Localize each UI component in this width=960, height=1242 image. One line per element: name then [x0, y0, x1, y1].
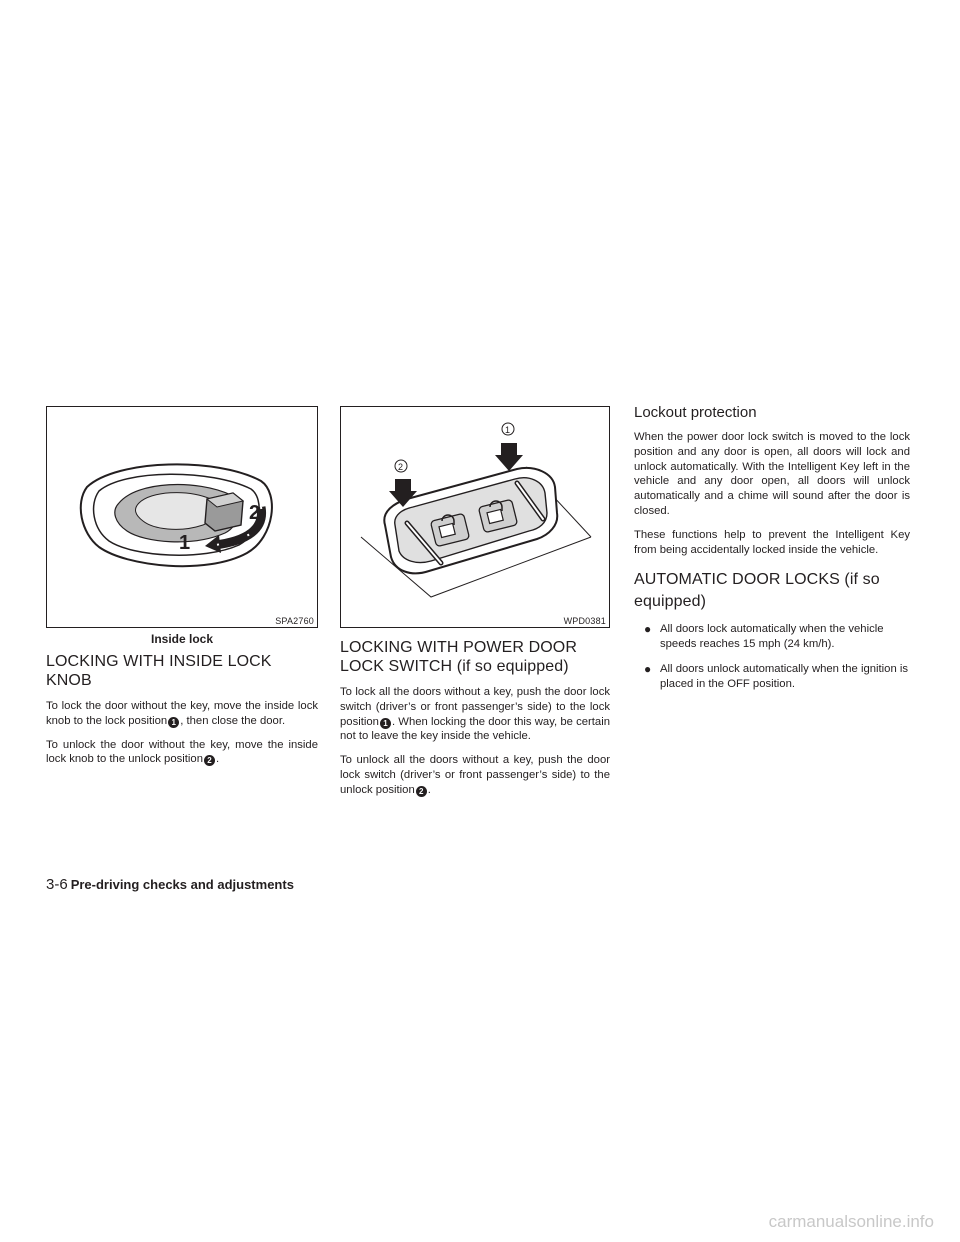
- list-item: ● All doors lock automatically when the vehicle speeds reaches 15 mph (24 km/h).: [644, 622, 884, 651]
- power-switch-illustration: [341, 407, 609, 627]
- section-heading-auto-locks: AUTOMATIC DOOR LOCKS (if so equipped): [634, 571, 880, 611]
- paragraph: To lock all the doors without a key, push the door lock switch (driver’s or front passenger’s side) to the lock position 1 . When locking the door this way, be certain not to leave the key inside the vehicle.: [340, 686, 610, 743]
- paragraph: To unlock all the doors without a key, push the door lock switch (driver’s or front passenger’s side) to the unlock position 2 .: [340, 754, 610, 796]
- page-footer: [46, 876, 294, 893]
- paragraph: When the power door lock switch is moved to the lock position and any door is open, all doors will lock and unlock automatically. With the Intelligent Key left in the vehicle and any door open, all doors will unlock automatically and a chime will sound after the door is closed.: [634, 431, 910, 517]
- bullet-icon: ●: [644, 622, 652, 637]
- page-number: 3-6: [46, 876, 68, 893]
- power-switch-figure: [340, 406, 610, 628]
- inside-lock-figure: [46, 406, 318, 628]
- paragraph: To unlock the door without the key, move the inside lock knob to the unlock position 2 .: [46, 738, 318, 766]
- circled-number-1: 1: [380, 718, 391, 729]
- circled-number-2: 2: [204, 755, 215, 766]
- footer-section-title: Pre-driving checks and adjustments: [70, 877, 294, 892]
- inside-lock-label-1: 1: [179, 532, 191, 554]
- section-heading-lockout: Lockout protection: [634, 404, 757, 421]
- column-1: [46, 406, 318, 776]
- figure-code: WPD0381: [563, 616, 606, 626]
- section-heading-power-switch: LOCKING WITH POWER DOOR LOCK SWITCH (if so equipped): [340, 639, 577, 675]
- inside-lock-illustration: [47, 407, 317, 627]
- paragraph: To lock the door without the key, move the inside lock knob to the lock position 1 , then close the door.: [46, 700, 318, 727]
- section-heading-inside-lock: LOCKING WITH INSIDE LOCK KNOB: [46, 653, 272, 689]
- circled-number-2: 2: [416, 786, 427, 797]
- watermark: carmanualsonline.info: [768, 1212, 934, 1231]
- list-item: ● All doors unlock automatically when the ignition is placed in the OFF position.: [644, 661, 909, 690]
- column-3: [634, 404, 910, 702]
- paragraph: These functions help to prevent the Intelligent Key from being accidentally locked inside the vehicle.: [634, 528, 910, 556]
- power-switch-label-1: 1: [505, 425, 511, 435]
- figure-caption: Inside lock: [150, 632, 214, 646]
- bullet-icon: ●: [644, 661, 652, 676]
- power-switch-label-2: 2: [398, 462, 404, 472]
- column-2: [340, 406, 610, 807]
- inside-lock-label-2: 2: [249, 502, 261, 524]
- bullet-list: [634, 622, 910, 691]
- figure-code: SPA2760: [275, 616, 314, 626]
- circled-number-1: 1: [168, 717, 179, 728]
